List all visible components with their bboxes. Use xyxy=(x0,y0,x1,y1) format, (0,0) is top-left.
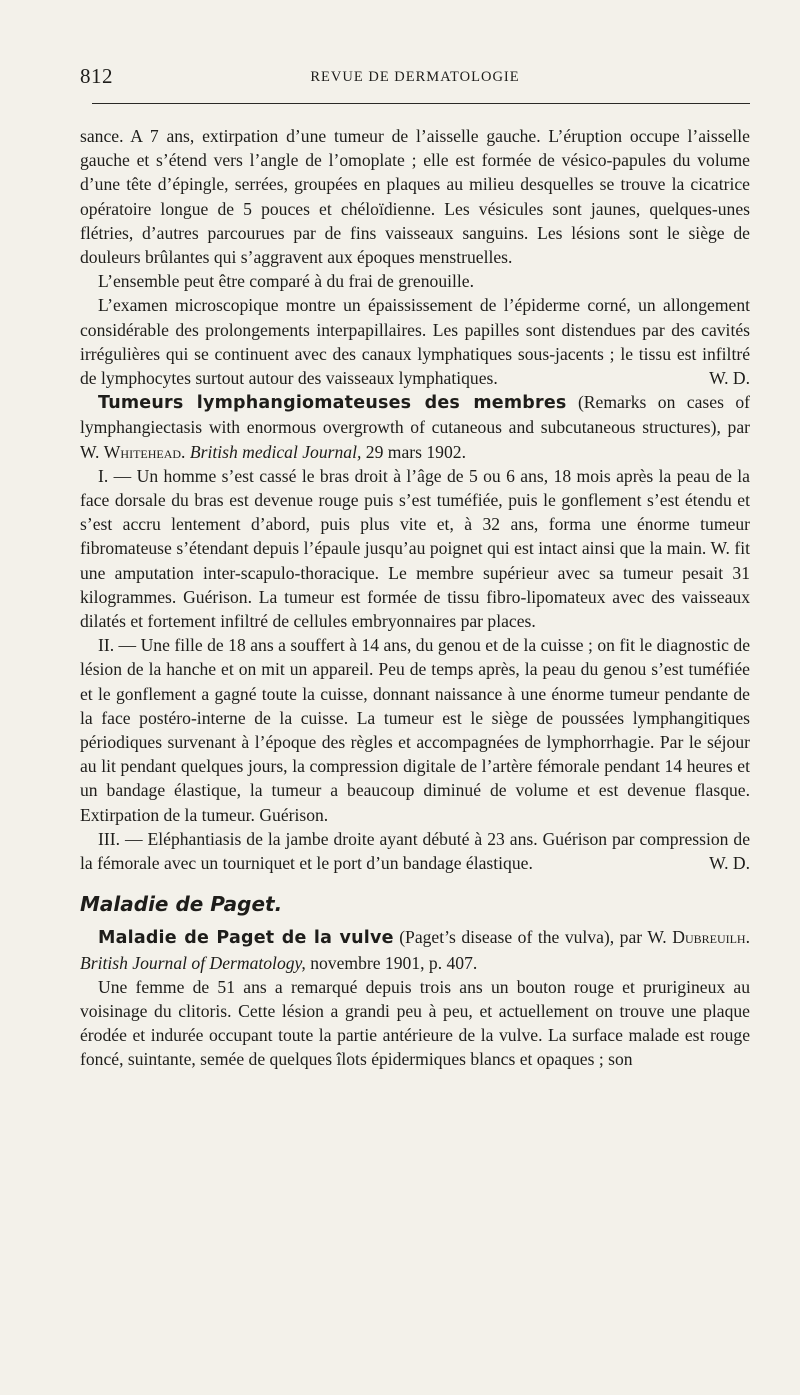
body-text xyxy=(80,124,750,1072)
article-author: Dubreuilh. xyxy=(672,927,751,948)
article-title: Tumeurs lymphangiomateuses des membres xyxy=(98,393,567,414)
running-head: REVUE DE DERMATOLOGIE xyxy=(310,69,520,85)
case-description: Une femme de 51 ans a remarqué depuis trois ans un bouton rouge et prurigineux au voisinage du clitoris. Cette lésion a grandi peu à peu, et actuellement on trouve une plaque érodée et indurée occupant toute la partie antérieure de la vulve. La surface malade est rouge foncé, suintante, semée de quelques îlots épidermiques blancs et opaques ; son xyxy=(80,976,750,1070)
article-journal: British medical Journal, xyxy=(189,441,362,462)
paragraph-comparison: L’ensemble peut être comparé à du frai de grenouille. xyxy=(98,271,474,292)
section-heading: Maladie de Paget. xyxy=(80,892,283,917)
case-one: I. — Un homme s’est cassé le bras droit à l’âge de 5 ou 6 ans, 18 mois après la peau de la face dorsale du bras est devenue rouge puis s’est tuméfiée, puis le gonflement s’est étendu et s’est accru lentement d’abord, puis plus vite et, à 32 ans, forma une énorme tumeur fibromateuse s’étendant depuis l’épaule jusqu’au poignet qui est intact ainsi que la main. W. fit une amputation inter-scapulo-thoracique. Le membre supérieur avec sa tumeur pesait 31 kilogrammes. Guérison. La tumeur est formée de tissu fibro-lipomateux avec des vaisseaux dilatés et fortement infiltré de cellules embryonnaires par places. xyxy=(80,465,750,632)
author-signature: W. D. xyxy=(709,853,750,874)
article-journal: British Journal of Dermatology, xyxy=(80,952,306,973)
author-signature: W. D. xyxy=(709,368,750,389)
article-subtitle: (Paget’s disease of the vulva), par W. xyxy=(399,927,667,948)
case-two: II. — Une fille de 18 ans a souffert à 14 ans, du genou et de la cuisse ; on fit le diagnostic de lésion de la hanche et on mit un appareil. Peu de temps après, la peau du genou s’est tuméfiée et le gonflement a gagné toute la cuisse, donnant naissance à une énorme tumeur pendante de la face postéro-interne de la cuisse. La tumeur est le siège de poussées lymphangitiques périodiques survenant à l’époque des règles et accompagnées de lymphorrhagie. Par le séjour au lit pendant quelques jours, la compression digitale de l’artère fémorale pendant 14 heures et un bandage élastique, la tumeur a beaucoup diminué de volume et est devenue flasque. Extirpation de la tumeur. Guérison. xyxy=(80,635,750,825)
paragraph-microscopy xyxy=(80,293,750,390)
article-date: 29 mars 1902. xyxy=(365,441,466,462)
article-title: Maladie de Paget de la vulve xyxy=(98,928,394,949)
paragraph-microscopy-text: L’examen microscopique montre un épaississement de l’épiderme corné, un allongement considérable des prolongements interpapillaires. Les papilles sont distendues par des cavités irrégulières qui se continuent avec des canaux lymphatiques sous-jacents ; le tissu est infiltré de lymphocytes surtout autour des vaisseaux lymphatiques. xyxy=(80,295,750,389)
page-header xyxy=(80,64,750,90)
article-citation xyxy=(80,925,750,974)
article-citation xyxy=(80,390,750,464)
article-subtitle: (Remarks on cases of lymphangiectasis with enormous overgrowth of cutaneous and subcutaneous structures), par W. xyxy=(80,392,750,462)
case-three-text: III. — Eléphantiasis de la jambe droite ayant débuté à 23 ans. Guérison par compression de la fémorale avec un tourniquet et le port d’un bandage élastique. xyxy=(80,828,750,874)
page-number: 812 xyxy=(80,64,113,88)
article-date: novembre 1901, p. 407. xyxy=(310,952,478,973)
header-rule xyxy=(92,103,750,104)
case-three xyxy=(80,827,750,875)
article-author: Whitehead. xyxy=(103,441,186,462)
paragraph-continuation: sance. A 7 ans, extirpation d’une tumeur de l’aisselle gauche. L’éruption occupe l’aisselle gauche et s’étend vers l’angle de l’omoplate ; elle est formée de vésico-papules du volume d’une tête d’épingle, serrées, groupées en plaques au milieu desquelles se trouve la cicatrice opératoire longue de 5 pouces et chéloïdienne. Les vésicules sont jaunes, quelques-unes flétries, d’autres parcourues par de fins vaisseaux sanguins. Les lésions sont le siège de douleurs brûlantes qui s’aggravent aux époques menstruelles. xyxy=(80,126,750,268)
